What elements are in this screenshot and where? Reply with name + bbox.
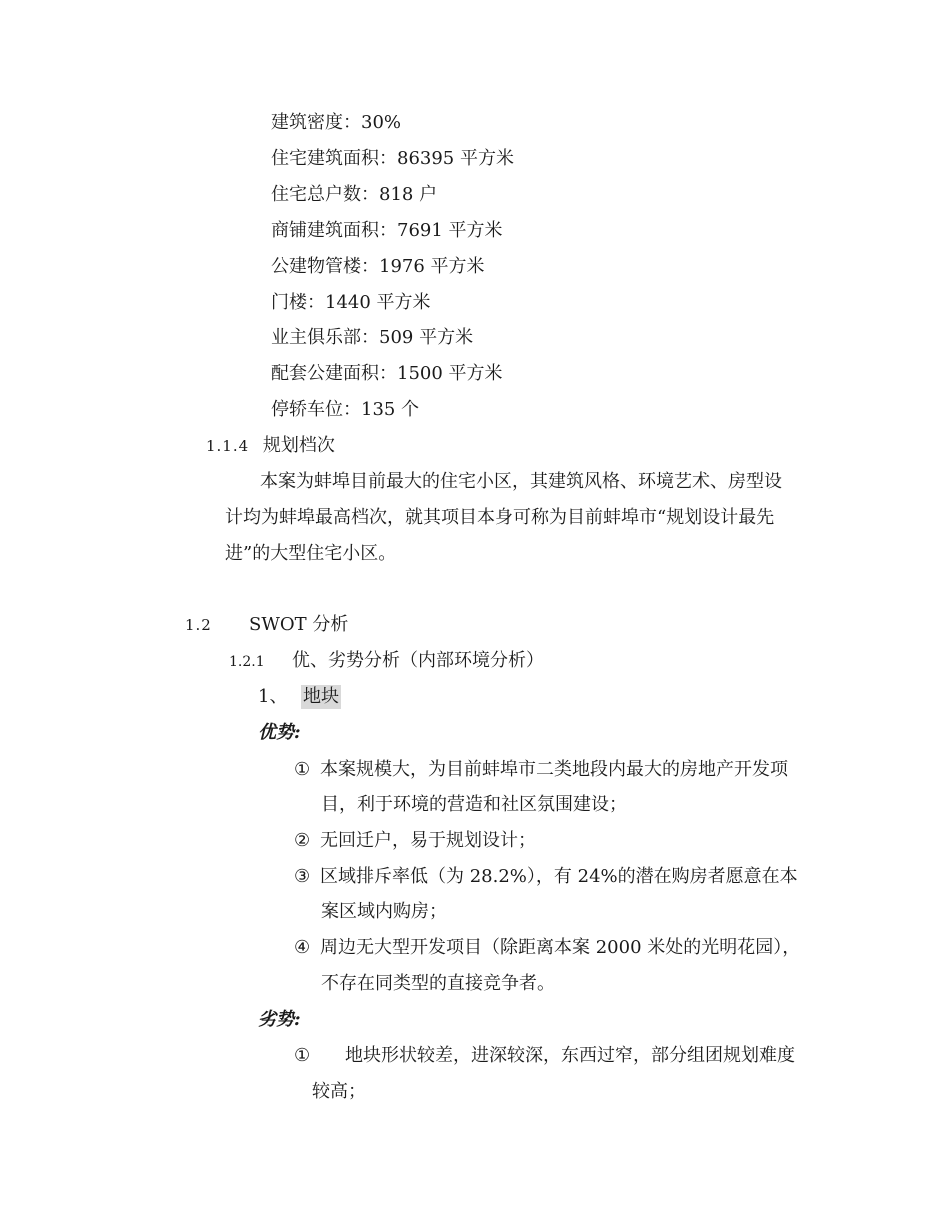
paragraph-line: 计均为蚌埠最高档次，就其项目本身可称为目前蚌埠市“规划设计最先 xyxy=(225,507,775,528)
stat-owners-club: 业主俱乐部：509 平方米 xyxy=(271,327,474,348)
list-item-continuation: 案区域内购房； xyxy=(321,901,447,922)
item-marker: ① xyxy=(294,759,311,780)
item-text: 无回迁户，易于规划设计； xyxy=(320,830,536,851)
stat-shop-area: 商铺建筑面积：7691 平方米 xyxy=(271,220,503,241)
item-marker: ① xyxy=(294,1045,311,1066)
item-text: 本案规模大，为目前蚌埠市二类地段内最大的房地产开发项 xyxy=(320,759,788,780)
item-title: 地块 xyxy=(303,686,339,707)
stat-gate-building: 门楼：1440 平方米 xyxy=(271,292,431,313)
list-item-continuation: 目，利于环境的营造和社区氛围建设； xyxy=(321,794,627,815)
list-item-continuation: 较高； xyxy=(312,1081,366,1102)
list-item xyxy=(294,936,800,960)
list-item xyxy=(294,865,798,889)
list-item xyxy=(294,1044,795,1068)
stat-building-density: 建筑密度：30% xyxy=(271,112,402,133)
section-number: 1.1.4 xyxy=(206,437,250,455)
list-item-continuation: 不存在同类型的直接竞争者。 xyxy=(321,973,555,994)
section-number: 1.2 xyxy=(185,616,212,634)
stat-parking: 停轿车位：135 个 xyxy=(271,399,420,420)
item-text: 周边无大型开发项目（除距离本案 2000 米处的光明花园）， xyxy=(320,937,801,958)
section-12-heading xyxy=(185,613,349,637)
list-item xyxy=(294,829,536,853)
stat-public-facilities: 配套公建面积：1500 平方米 xyxy=(271,363,503,384)
stat-property-building: 公建物管楼：1976 平方米 xyxy=(271,256,485,277)
stat-residential-area: 住宅建筑面积：86395 平方米 xyxy=(271,148,514,169)
item-marker: ④ xyxy=(294,937,311,958)
item-1-heading xyxy=(258,685,339,709)
list-item xyxy=(294,758,788,782)
paragraph-line: 进”的大型住宅小区。 xyxy=(225,543,397,564)
paragraph-line: 本案为蚌埠目前最大的住宅小区，其建筑风格、环境艺术、房型设 xyxy=(260,471,782,492)
section-title: 优、劣势分析（内部环境分析） xyxy=(292,650,544,671)
section-121-heading xyxy=(229,649,544,674)
item-marker: ② xyxy=(294,830,311,851)
advantages-heading: 优势: xyxy=(258,722,301,743)
disadvantages-heading: 劣势: xyxy=(258,1009,301,1030)
section-number: 1.2.1 xyxy=(229,654,265,670)
item-text: 地块形状较差，进深较深，东西过窄，部分组团规划难度 xyxy=(345,1045,795,1066)
section-114-heading xyxy=(206,434,335,458)
stat-households: 住宅总户数：818 户 xyxy=(271,184,438,205)
item-marker: ③ xyxy=(294,866,311,887)
item-number: 1、 xyxy=(258,686,288,707)
section-title: SWOT 分析 xyxy=(249,614,349,635)
item-text: 区域排斥率低（为 28.2%），有 24%的潜在购房者愿意在本 xyxy=(320,866,798,887)
section-title: 规划档次 xyxy=(262,435,335,456)
